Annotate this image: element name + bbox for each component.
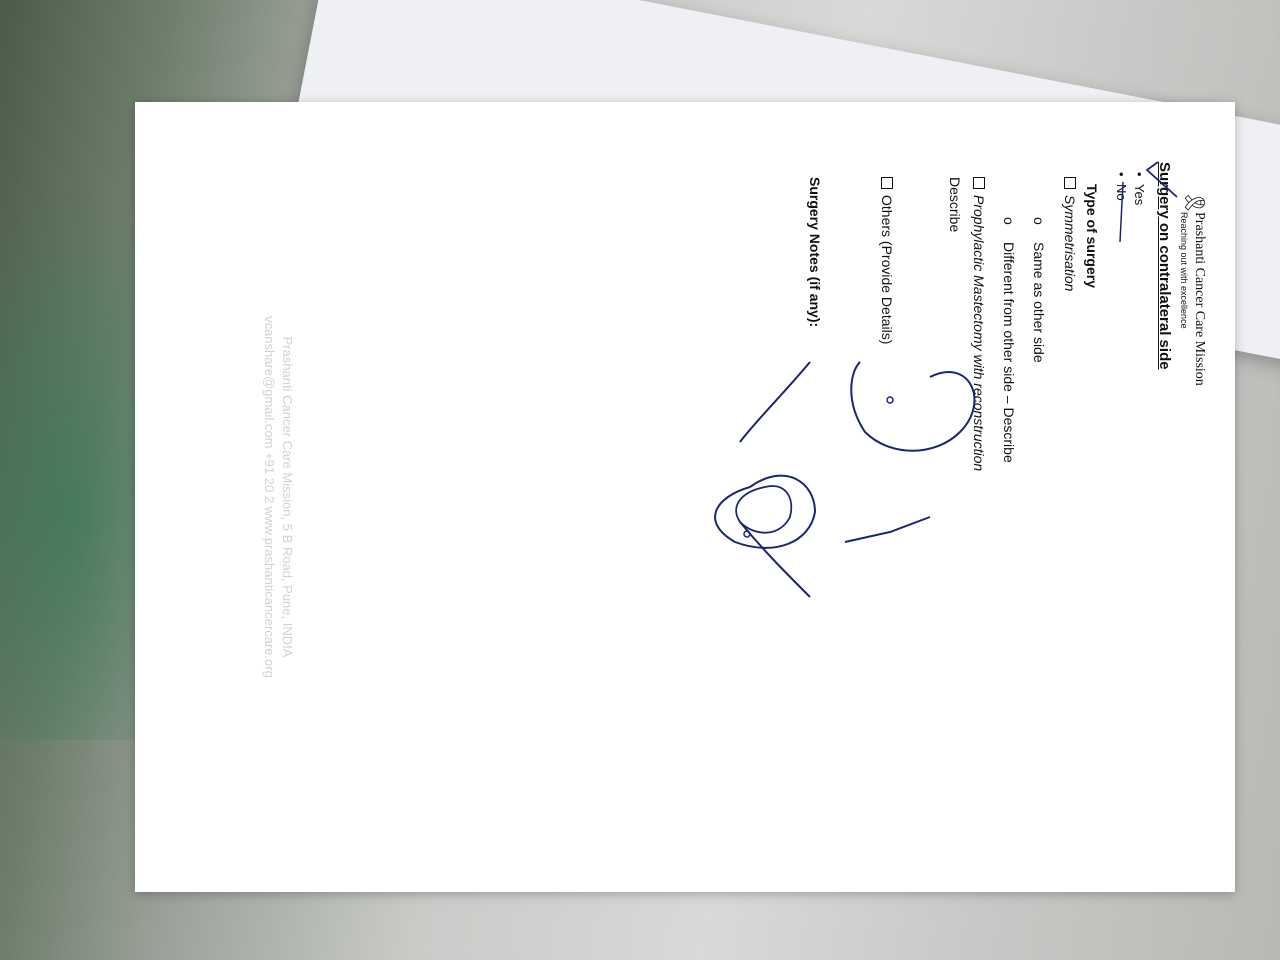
- form-page: [135, 102, 1235, 892]
- option-no[interactable]: No: [1114, 184, 1129, 201]
- prophylactic-label: Prophylactic Mastectomy with reconstruction: [971, 195, 987, 472]
- center-line: [845, 517, 930, 542]
- left-chest-line: [740, 362, 810, 442]
- check-mark: [1147, 162, 1177, 197]
- footer-line-2: vcanshare@gmail.com +91 20 2 www.prashanticancercare.org: [262, 316, 277, 678]
- bullet-icon: •: [1114, 172, 1129, 177]
- nipple-left: [887, 397, 893, 403]
- right-chest-line: [740, 522, 810, 597]
- different-from-other-side: Different from other side – Describe: [1001, 242, 1017, 463]
- describe-label: Describe: [947, 177, 963, 233]
- circle-bullet-icon: o: [1031, 217, 1047, 225]
- ribbon-icon: 🎗: [1183, 190, 1205, 216]
- left-breast-outline: [851, 362, 974, 451]
- rotated-page: [135, 102, 1235, 892]
- paper-sheet: [135, 102, 1235, 892]
- others-label: Others (Provide Details): [879, 195, 895, 345]
- surgery-notes-heading: Surgery Notes (if any):: [807, 177, 823, 328]
- form-title: Surgery on contralateral side: [1156, 162, 1173, 370]
- hand-drawing: [135, 102, 1235, 892]
- circle-bullet-icon: o: [1001, 217, 1017, 225]
- type-of-surgery-heading: Type of surgery: [1084, 184, 1100, 288]
- check-strike: [1120, 182, 1123, 242]
- bullet-icon: •: [1132, 172, 1147, 177]
- right-breast-inner: [736, 486, 791, 533]
- option-yes[interactable]: Yes: [1132, 184, 1147, 206]
- org-tagline: Reaching out with excellence: [1179, 212, 1189, 329]
- footer-line-1: Prashanti Cancer Care Mission, 5 B Road, Pune, INDIA: [280, 336, 295, 658]
- symmetrisation-label: Symmetrisation: [1062, 195, 1078, 292]
- org-name: Prashanti Cancer Care Mission: [1192, 212, 1207, 386]
- same-as-other-side: Same as other side: [1031, 242, 1047, 363]
